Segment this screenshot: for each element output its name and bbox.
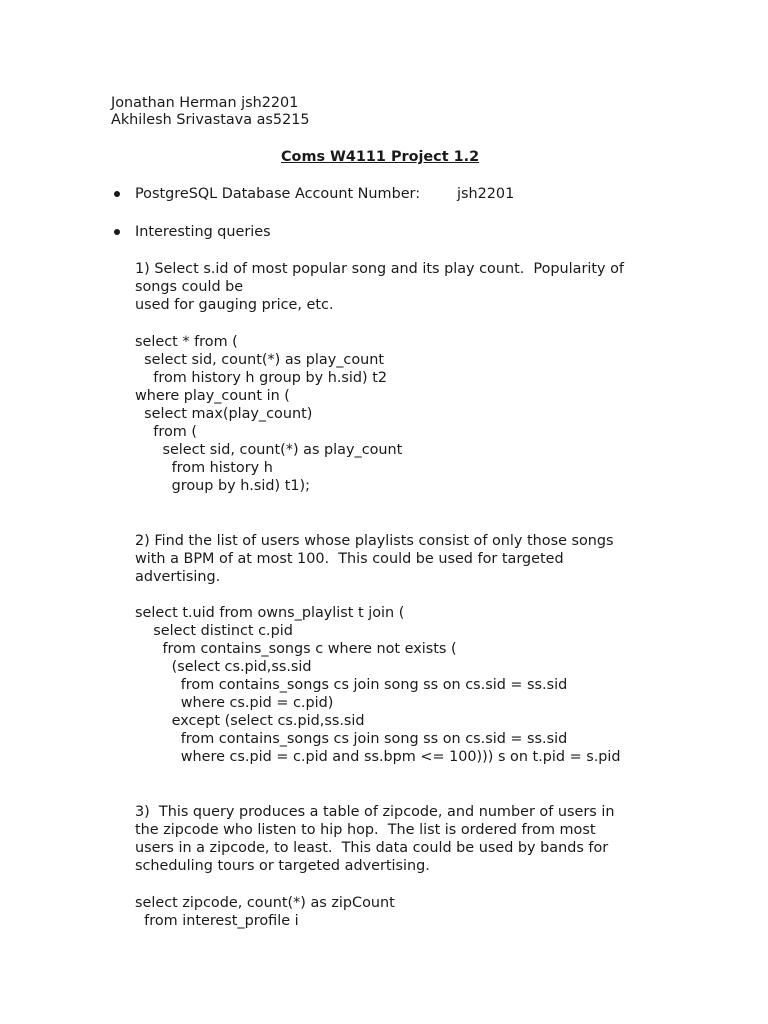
document-title: Coms W4111 Project 1.2 [281, 149, 480, 165]
query-description-line: 3) This query produces a table of zipcode, and number of users in [135, 804, 615, 820]
account-value: jsh2201 [457, 186, 515, 202]
query-code-line: where cs.pid = c.pid and ss.bpm <= 100))) s on t.pid = s.pid [135, 749, 621, 765]
bullet-icon [114, 229, 120, 235]
query-code-line: from history h [135, 460, 273, 476]
query-code-line: from contains_songs cs join song ss on cs.sid = ss.sid [135, 677, 568, 693]
query-description-line: scheduling tours or targeted advertising. [135, 858, 430, 874]
author-line: Jonathan Herman jsh2201 [111, 95, 299, 111]
query-code-line: from contains_songs cs join song ss on cs.sid = ss.sid [135, 731, 568, 747]
query-description-line: the zipcode who listen to hip hop. The list is ordered from most [135, 822, 596, 838]
query-code-line: where cs.pid = c.pid) [135, 695, 334, 711]
query-code-line: where play_count in ( [135, 388, 290, 404]
query-code-line: select distinct c.pid [135, 623, 293, 639]
query-description-line: used for gauging price, etc. [135, 297, 334, 313]
query-code-line: except (select cs.pid,ss.sid [135, 713, 365, 729]
query-code-line: select sid, count(*) as play_count [135, 442, 403, 458]
account-label: PostgreSQL Database Account Number: [135, 186, 421, 202]
query-code-line: group by h.sid) t1); [135, 478, 310, 494]
query-code-line: from history h group by h.sid) t2 [135, 370, 388, 386]
query-code-line: from contains_songs c where not exists ( [135, 641, 457, 657]
query-description-line: with a BPM of at most 100. This could be used for targeted [135, 551, 564, 567]
query-description-line: users in a zipcode, to least. This data could be used by bands for [135, 840, 609, 856]
query-code-line: from interest_profile i [135, 913, 299, 929]
query-code-line: select * from ( [135, 334, 238, 350]
bullet-icon [114, 191, 120, 197]
query-code-line: select zipcode, count(*) as zipCount [135, 895, 395, 911]
query-code-line: select t.uid from owns_playlist t join ( [135, 605, 405, 621]
query-code-line: from ( [135, 424, 197, 440]
query-description-line: advertising. [135, 569, 221, 585]
author-line: Akhilesh Srivastava as5215 [111, 112, 310, 128]
query-code-line: (select cs.pid,ss.sid [135, 659, 312, 675]
query-description-line: 2) Find the list of users whose playlists consist of only those songs [135, 533, 614, 549]
queries-heading: Interesting queries [135, 224, 271, 240]
query-description-line: 1) Select s.id of most popular song and its play count. Popularity of [135, 261, 624, 277]
query-code-line: select sid, count(*) as play_count [135, 352, 385, 368]
query-description-line: songs could be [135, 279, 244, 295]
query-code-line: select max(play_count) [135, 406, 313, 422]
